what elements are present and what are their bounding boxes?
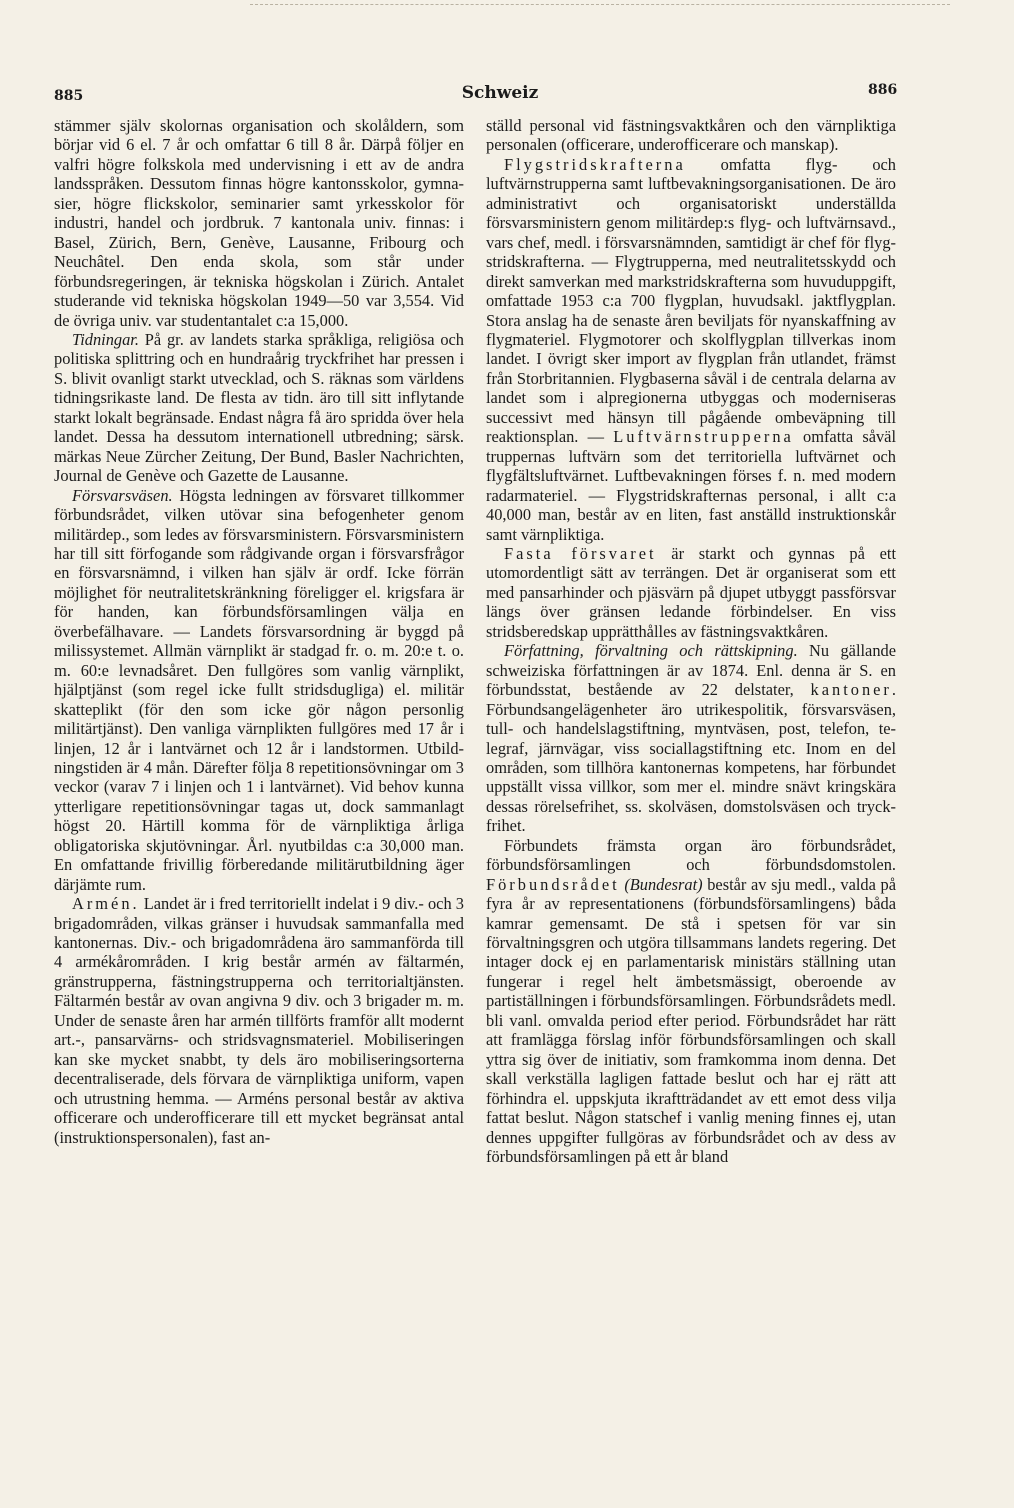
page-top-rule [250, 4, 950, 5]
paragraph-fixed-defense [486, 544, 896, 641]
paragraph-air-force [486, 155, 896, 544]
term-kantoner: kantoner [810, 680, 892, 700]
paragraph-constitution [486, 641, 896, 836]
paragraph-text: är starkt och gynnas på ett utomordentligt sätt av terrängen. Det är organiserat som ett med pansarhinder och pjäsvärn på djupet utbyggt passförsvar längs över gränsen ledande förbindelser. En viss stridsberedskap upprätthålles av fästningsvaktkåren. [486, 543, 897, 641]
paragraph-text: Förbundets främsta organ äro förbundsrådet, förbundsförsamlingen och förbundsdomstolen. [486, 835, 896, 875]
paragraph-text: Landet är i fred territoriellt indelat i 9 div.- och 3 brigadområden, vilkas gränser i huvudsak sammanfalla med kantonernas. Div.- och brigadområdena äro sammanförda till 4 armékårområden. I krig består armén av fältarmén, gränstrupperna, fästningstrupperna och territorialtjänsten. Fältarmén består av ovan angivna 9 div. och 3 brigader m. m. Under de senaste åren har armén tillförts framför allt modernt art.-, pansarvärns- och stridsvagnsmateriel. Mobiliseringen kan ske mycket snabbt, ty dels äro mobiliseringsorterna decentraliserade, dels förvara de värnpliktiga uniform, vapen och utrustning hemma. — Arméns personal består av aktiva officerare och underofficerare till ett mycket begränsat antal (instruktionspersonalen), fast an- [54, 894, 464, 1147]
term-bundesrat: (Bundesrat) [624, 874, 703, 894]
paragraph-text: omfatta flyg- och luftvärnstrupperna samt luftbevakningsorganisationen. De äro administrativt och organisatoriskt underställda försvarsministern genom militärdep:s flyg- och luftvärnsavd., vars chef, medl. i försvarsnämnden, samtidigt är chef för flygstridskrafterna. — Flygtrupperna, med neutralitetsskydd och direkt samverkan med markstridskrafterna som huvuduppgift, omfattade 1953 c:a 700 flygplan, huvudsakl. jaktflygplan. Stora anslag ha de senaste åren beviljats för nyanskaffning av flygmateriel. Flygmotorer och skolflygplan tillverkas inom landet. I övrigt sker import av flygplan från utlandet, främst från Storbritannien. Flygbaserna såväl i de centrala delarna av landet som i alpregionerna utbyggas och moderniseras successivt med hänsyn till pågående ombeväpning till reaktionsplan. — [486, 154, 896, 447]
section-lead-armen: Armén. [72, 894, 140, 914]
paragraph-schools: stämmer själv skolornas organisation och skolåldern, som börjar vid 6 el. 7 år och omfattar 6 till 8 år. Därpå följer en valfri högre folkskola med undervisning i ett av de andra landsspråken. Dessutom finnas högre kantonsskolor, gymnasier, högre flickskolor, seminarier samt yrkesskolor för industri, handel och jordbruk. 7 kantonala univ. finnas: i Basel, Zürich, Bern, Genève, Lausanne, Fribourg och Neuchâtel. Den enda skola, som står under förbundsregeringen, är tekniska högskolan i Zürich. Antalet studerande vid tekniska högskolan 1949—50 var 3,554. Vid de övriga univ. var studentantalet c:a 15,000. [54, 116, 464, 330]
paragraph-newspapers [54, 330, 464, 486]
paragraph-text: På gr. av landets starka språkliga, religiösa och politiska splittring och en hundraårig tryckfrihet har pressen i S. blivit ovanligt starkt utvecklad, och S. räknas som världens tidningsrikaste land. De flesta av tidn. äro till sitt inflytande starkt lokalt begränsade. Endast några få äro spridda över hela landet. Dessa ha dessutom internationell utbredning; särsk. märkas Neue Zürcher Zeitung, Der Bund, Basler Nachrichten, Journal de Genève och Gazette de Lausanne. [54, 329, 464, 486]
paragraph-continuation: ställd personal vid fästningsvaktkåren och den värnpliktiga personalen (officerare, underofficerare och manskap). [486, 116, 896, 155]
right-column [486, 116, 896, 1166]
page-number-right: 886 [868, 82, 898, 98]
term-forbundsradet: Förbundsrådet [486, 874, 620, 894]
section-lead-fasta-forsvaret: Fasta försvaret [504, 543, 657, 563]
paragraph-defense [54, 486, 464, 895]
paragraph-text: omfatta såväl truppernas luftvärn som det territoriella luftvärnet och flygfältsluftvärnet. Luftbevakningen förses f. n. med modern radarmateriel. — Flygstridskrafternas personal, i allt c:a 40,000 man, består av en liten, fast anställd instruktionskår samt värnpliktiga. [486, 427, 897, 544]
section-lead-luftvarnstrupperna: Luftvärnstrupperna [613, 427, 794, 447]
running-header [0, 82, 1014, 108]
running-title: Schweiz [461, 83, 539, 103]
paragraph-text: består av sju medl., valda på fyra år av representationens (förbundsförsamlingens) båda kamrar gemensamt. De stå i spetsen för var sin förvaltningsgren och utgöra tillsammans landets regering. Det intager dock ej en parlamentarisk ministärs ställning utan fungerar i regel helt ämbetsmässigt, oberoende av partiställningen i förbundsförsamlingen. Förbundsrådets medl. bli vanl. omvalda period efter period. Förbundsrådet har rätt att framlägga förslag inför förbundsförsamlingen och skall yttra sig över de initiativ, som framkomma inom denna. Det skall verkställa lagligen fattade beslut och har ej rätt att förhindra el. uppskjuta ikraftträdandet av ett emot dess vilja fattat beslut. Någon statschef i vanlig mening finnes ej, utan dennes uppgifter fullgöras av förbundsrådet och av dess av förbundsförsamlingen på ett år bland [486, 874, 896, 1167]
paragraph-text: . Förbundsangelägenheter äro utrikespolitik, försvarsväsen, tull- och handelslagstiftning, myntväsen, post, telefon, telegraf, järnvägar, viss sociallagstiftning etc. Inom en del områden, som tillhöra kantonernas kompetens, har förbundet uppställt vissa villkor, som mer el. mindre snävt kringskära dessas rörelsefrihet, ss. skolväsen, domstolsväsen och tryckfrihet. [486, 680, 896, 836]
section-lead-flygstridskrafterna: Flygstridskrafterna [504, 154, 686, 174]
paragraph-federal-council [486, 836, 896, 1167]
paragraph-text: Högsta ledningen av försvaret tillkommer förbundsrådet, vilken utövar sina befogenheter genom militärdep., som ledes av försvarsministern. Försvarsministern har till sitt förfogande som rådgivande organ i försvarsfrågor en försvarsnämnd, i vilken han själv är ordf. Icke förrän möjlighet för neutralitetskränkning föreligger el. krigsfara är för handen, kan förbundsförsamlingen välja en överbefälhavare. — Landets försvarsordning är byggd på milissystemet. Allmän värnplikt är stadgad fr. o. m. 20:e t. o. m. 60:e levnadsåret. Den fullgöres som vanlig värnplikt, hjälptjänst (som regel icke fullt stridsdugliga) el. militär skatteplikt (för den som icke gör någon personlig militärtjänst). Den vanliga värnplikten fullgöres med 17 år i linjen, 12 år i lantvärnet och 12 år i landstormen. Utbildningstiden är 4 mån. Därefter följa 8 repetitionsövningar om 3 veckor (varav 7 i linjen och 1 i lantvärnet). Vid behov kunna ytterligare repetitionsövningar tagas ut, dock sammanlagt högst 20. Härtill komma för de värnpliktiga årliga obligatoriska skjutövningar. Årl. nyutbildas c:a 30,000 man. En omfattande frivillig förberedande militärutbildning äger därjämte rum. [54, 485, 464, 894]
section-lead-forsvarsvasen: Försvarsväsen. [72, 485, 173, 505]
paragraph-text: Nu gällande schweiziska författningen är av 1874. Enl. denna är S. en förbundsstat, bestående av 22 delstater, [486, 641, 896, 700]
section-lead-forfattning: Författning, förvaltning och rättskipning. [504, 641, 798, 661]
page-number-left: 885 [54, 88, 84, 104]
left-column [54, 116, 464, 1147]
paragraph-army [54, 894, 464, 1147]
section-lead-tidningar: Tidningar. [72, 329, 139, 349]
